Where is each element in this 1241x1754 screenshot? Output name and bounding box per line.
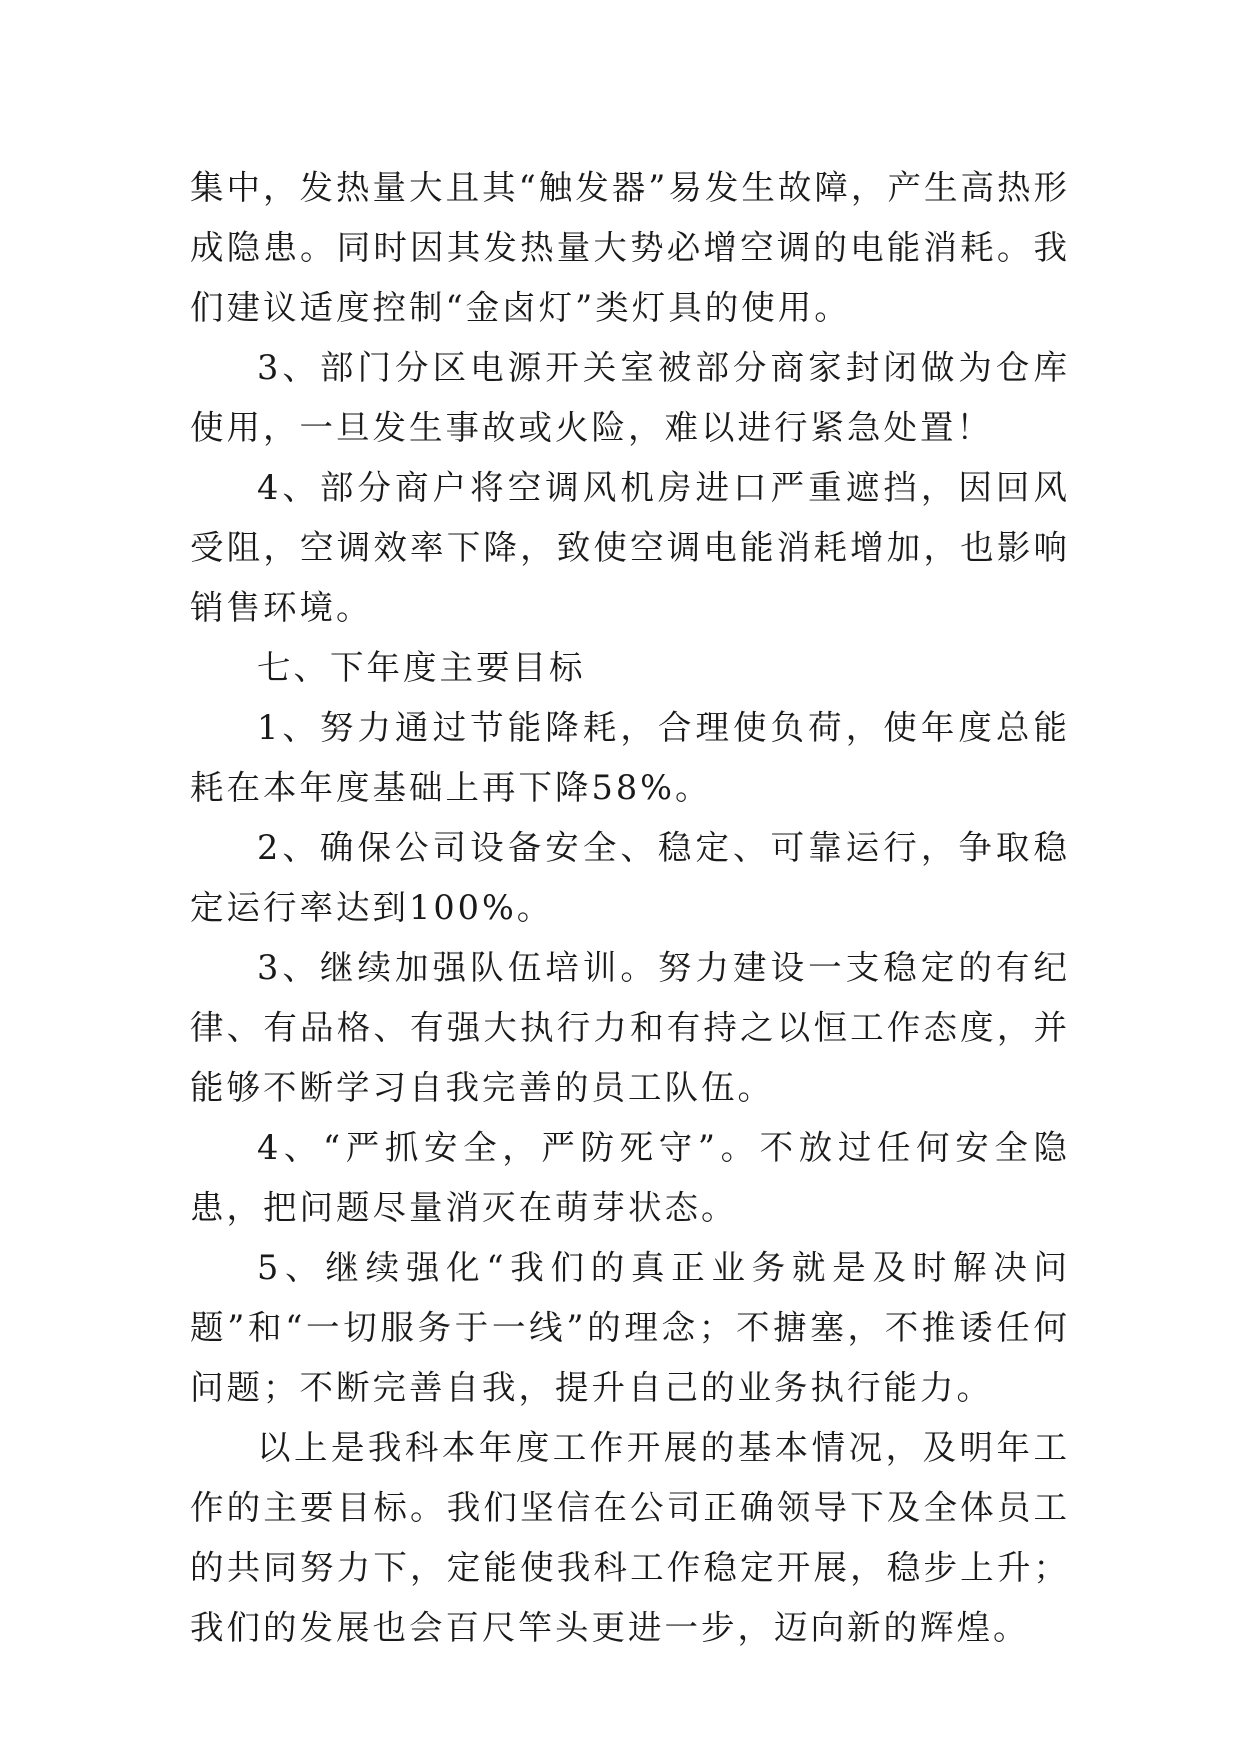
goal-item-4: 4、“严抓安全，严防死守”。不放过任何安全隐患，把问题尽量消灭在萌芽状态。 bbox=[190, 1128, 1070, 1227]
goal-item-2: 2、确保公司设备安全、稳定、可靠运行，争取稳定运行率达到100%。 bbox=[190, 828, 1070, 927]
document-body bbox=[190, 158, 1070, 1658]
paragraph-item-4: 4、部分商户将空调风机房进口严重遮挡，因回风受阻，空调效率下降，致使空调电能消耗增加，也影响销售环境。 bbox=[190, 468, 1070, 627]
goal-item-1: 1、努力通过节能降耗，合理使负荷，使年度总能耗在本年度基础上再下降58%。 bbox=[190, 708, 1070, 807]
paragraph-continuation: 集中，发热量大且其“触发器”易发生故障，产生高热形成隐患。同时因其发热量大势必增空调的电能消耗。我们建议适度控制“金卤灯”类灯具的使用。 bbox=[190, 168, 1070, 327]
goal-item-3: 3、继续加强队伍培训。努力建设一支稳定的有纪律、有品格、有强大执行力和有持之以恒工作态度，并能够不断学习自我完善的员工队伍。 bbox=[190, 948, 1070, 1107]
section-heading-goals: 七、下年度主要目标 bbox=[257, 648, 586, 687]
goal-item-5: 5、继续强化“我们的真正业务就是及时解决问题”和“一切服务于一线”的理念；不搪塞，不推诿任何问题；不断完善自我，提升自己的业务执行能力。 bbox=[190, 1248, 1070, 1407]
closing-paragraph: 以上是我科本年度工作开展的基本情况，及明年工作的主要目标。我们坚信在公司正确领导下及全体员工的共同努力下，定能使我科工作稳定开展，稳步上升；我们的发展也会百尺竿头更进一步，迈向新的辉煌。 bbox=[190, 1428, 1070, 1647]
paragraph-item-3: 3、部门分区电源开关室被部分商家封闭做为仓库使用，一旦发生事故或火险，难以进行紧急处置！ bbox=[190, 348, 1070, 447]
